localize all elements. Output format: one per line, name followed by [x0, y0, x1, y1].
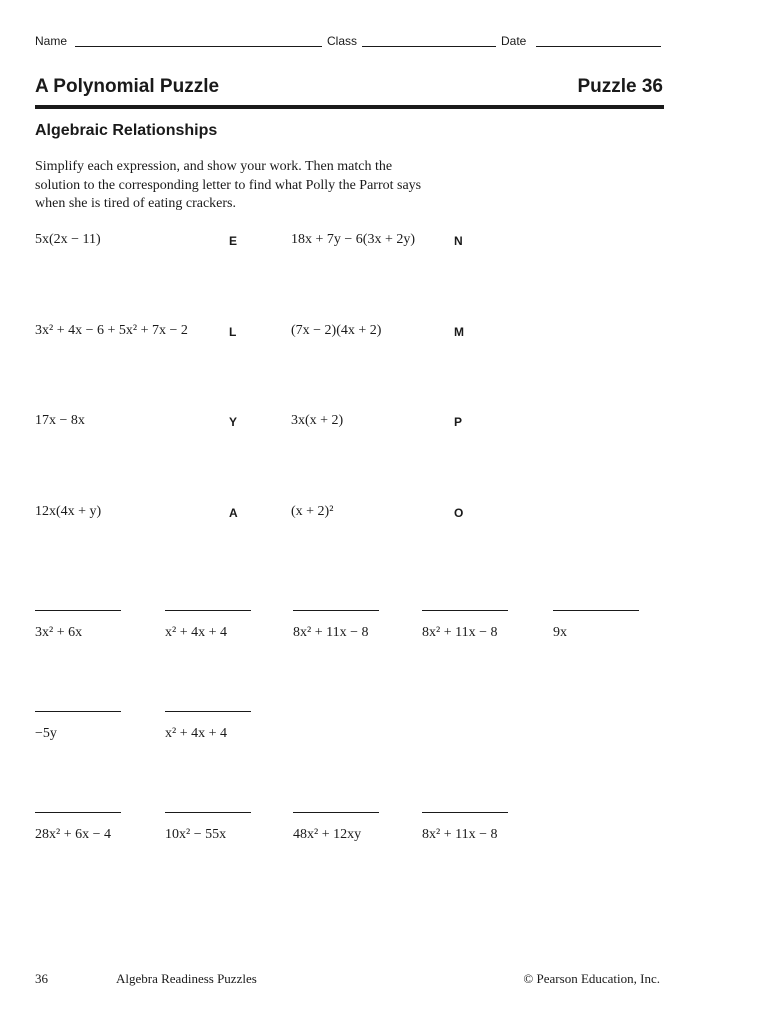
answer-expression: 3x² + 6x: [35, 625, 83, 640]
answer-expression: 48x² + 12xy: [293, 827, 362, 842]
problem-expression: 5x(2x − 11): [35, 232, 101, 247]
date-label: Date: [501, 34, 527, 48]
problem-letter: A: [229, 506, 238, 520]
answer-blank[interactable]: [422, 812, 508, 813]
answer-expression: x² + 4x + 4: [165, 625, 227, 640]
answer-expression: 10x² − 55x: [165, 827, 227, 842]
problem-expression: 18x + 7y − 6(3x + 2y): [291, 232, 416, 247]
problem-letter: L: [229, 325, 237, 339]
instructions: [35, 158, 475, 214]
instruction-line: when she is tired of eating crackers.: [35, 196, 236, 211]
answer-blank[interactable]: [165, 610, 251, 611]
answer-blank[interactable]: [35, 610, 121, 611]
answer-expression: −5y: [35, 726, 57, 741]
problem-expression: 17x − 8x: [35, 413, 85, 428]
problem-letter: N: [454, 234, 463, 248]
answer-expression: 8x² + 11x − 8: [422, 625, 498, 640]
answer-expression: 8x² + 11x − 8: [422, 827, 498, 842]
name-field[interactable]: [75, 46, 322, 47]
problem-letter: O: [454, 506, 464, 520]
section-subtitle: Algebraic Relationships: [35, 122, 218, 139]
problem-letter: M: [454, 325, 464, 339]
date-field[interactable]: [536, 46, 661, 47]
answer-blank[interactable]: [35, 711, 121, 712]
answer-blank[interactable]: [553, 610, 639, 611]
problem-expression: 3x² + 4x − 6 + 5x² + 7x − 2: [35, 323, 188, 338]
answer-expression: 9x: [553, 625, 567, 640]
answer-expression: 8x² + 11x − 8: [293, 625, 369, 640]
answer-blank[interactable]: [165, 812, 251, 813]
answer-blank[interactable]: [422, 610, 508, 611]
class-field[interactable]: [362, 46, 496, 47]
answer-blank[interactable]: [293, 812, 379, 813]
answer-expression: x² + 4x + 4: [165, 726, 227, 741]
instruction-line: Simplify each expression, and show your work. Then match the: [35, 159, 393, 174]
book-title: Algebra Readiness Puzzles: [116, 971, 257, 986]
problem-expression: 12x(4x + y): [35, 504, 102, 519]
problem-expression: (x + 2)²: [291, 504, 334, 519]
puzzle-number: Puzzle 36: [577, 76, 663, 97]
problem-letter: P: [454, 415, 463, 429]
answer-blank[interactable]: [293, 610, 379, 611]
problem-expression: (7x − 2)(4x + 2): [291, 323, 382, 338]
page-number: 36: [35, 971, 48, 986]
name-label: Name: [35, 34, 68, 48]
answer-blank[interactable]: [35, 812, 121, 813]
class-label: Class: [327, 34, 358, 48]
copyright: © Pearson Education, Inc.: [523, 971, 660, 986]
problem-letter: Y: [229, 415, 238, 429]
instruction-line: solution to the corresponding letter to find what Polly the Parrot says: [35, 177, 422, 193]
answer-blank[interactable]: [165, 711, 251, 712]
answer-expression: 28x² + 6x − 4: [35, 827, 111, 842]
title-rule: [35, 105, 664, 109]
page-title: A Polynomial Puzzle: [35, 76, 220, 97]
problem-expression: 3x(x + 2): [291, 413, 344, 428]
problem-letter: E: [229, 234, 238, 248]
